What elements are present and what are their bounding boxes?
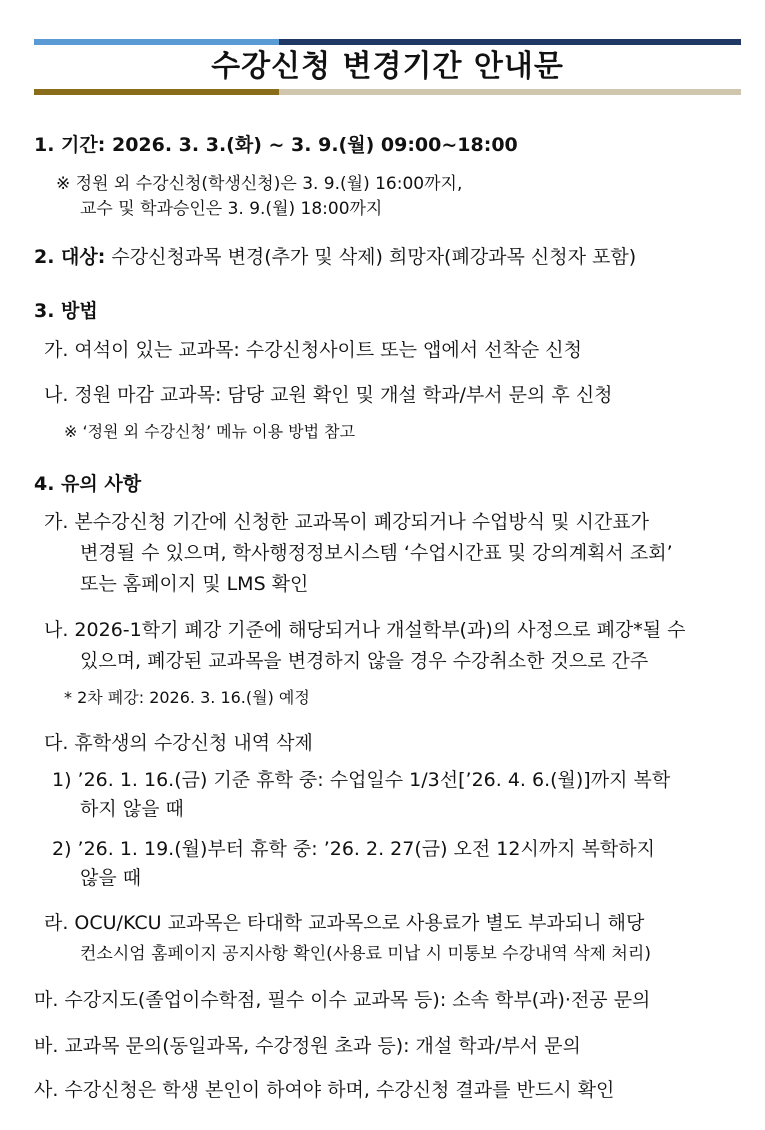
title-bar-bottom-right xyxy=(279,89,741,95)
section-2-label: 2. 대상: xyxy=(34,246,106,268)
section-4-na-note: * 2차 폐강: 2026. 3. 16.(월) 예정 xyxy=(64,688,310,707)
section-4-sa: 사. 수강신청은 학생 본인이 하여야 하며, 수강신청 결과를 반드시 확인 xyxy=(34,1079,615,1101)
section-4-da: 다. 휴학생의 수강신청 내역 삭제 xyxy=(44,732,313,754)
section-1-note-1: ※ 정원 외 수강신청(학생신청)은 3. 9.(월) 16:00까지, xyxy=(56,174,463,194)
section-4-ra-line-1: 라. OCU/KCU 교과목은 타대학 교과목으로 사용료가 별도 부과되니 해당 xyxy=(44,912,645,934)
section-1-heading: 1. 기간: 2026. 3. 3.(화) ~ 3. 9.(월) 09:00~18:00 xyxy=(34,134,518,156)
section-4-da-2-line-2: 않을 때 xyxy=(80,867,142,889)
section-4-ra-line-2: 컨소시엄 홈페이지 공지사항 확인(사용료 미납 시 미통보 수강내역 삭제 처리) xyxy=(80,944,651,964)
section-4-na-line-2: 있으며, 폐강된 교과목을 변경하지 않을 경우 수강취소한 것으로 간주 xyxy=(80,650,649,672)
title-bar-bottom-left xyxy=(34,89,279,95)
section-4-heading: 4. 유의 사항 xyxy=(34,473,142,495)
section-3-item-na: 나. 정원 마감 교과목: 담당 교원 확인 및 개설 학과/부서 문의 후 신청 xyxy=(44,384,613,406)
section-4-ga-line-1: 가. 본수강신청 기간에 신청한 교과목이 폐강되거나 수업방식 및 시간표가 xyxy=(44,511,649,533)
section-2-text: 수강신청과목 변경(추가 및 삭제) 희망자(폐강과목 신청자 포함) xyxy=(105,246,637,268)
page-title: 수강신청 변경기간 안내문 xyxy=(211,49,564,84)
section-4-na-line-1: 나. 2026-1학기 폐강 기준에 해당되거나 개설학부(과)의 사정으로 폐강*될 수 xyxy=(44,619,686,641)
section-4-da-1-line-2: 하지 않을 때 xyxy=(80,798,184,820)
section-4-da-2-line-1: 2) ’26. 1. 19.(월)부터 휴학 중: ’26. 2. 27(금) 오전 12시까지 복학하지 xyxy=(52,838,655,860)
section-3-heading: 3. 방법 xyxy=(34,300,98,322)
section-4-da-1-line-1: 1) ’26. 1. 16.(금) 기준 휴학 중: 수업일수 1/3선[’26. 4. 6.(월)]까지 복학 xyxy=(52,769,671,791)
section-3-item-ga: 가. 여석이 있는 교과목: 수강신청사이트 또는 앱에서 선착순 신청 xyxy=(44,339,582,361)
section-4-ga-line-3: 또는 홈페이지 및 LMS 확인 xyxy=(80,573,309,595)
section-4-ga-line-2: 변경될 수 있으며, 학사행정정보시스템 ‘수업시간표 및 강의계획서 조회’ xyxy=(80,542,673,564)
section-3-note: ※ ‘정원 외 수강신청’ 메뉴 이용 방법 참고 xyxy=(64,422,356,441)
section-1-note-2: 교수 및 학과승인은 3. 9.(월) 18:00까지 xyxy=(80,199,383,219)
section-4-ma: 마. 수강지도(졸업이수학점, 필수 이수 교과목 등): 소속 학부(과)·전공 문의 xyxy=(34,989,651,1011)
section-2-line xyxy=(34,244,636,270)
section-4-ba: 바. 교과목 문의(동일과목, 수강정원 초과 등): 개설 학과/부서 문의 xyxy=(34,1035,581,1057)
